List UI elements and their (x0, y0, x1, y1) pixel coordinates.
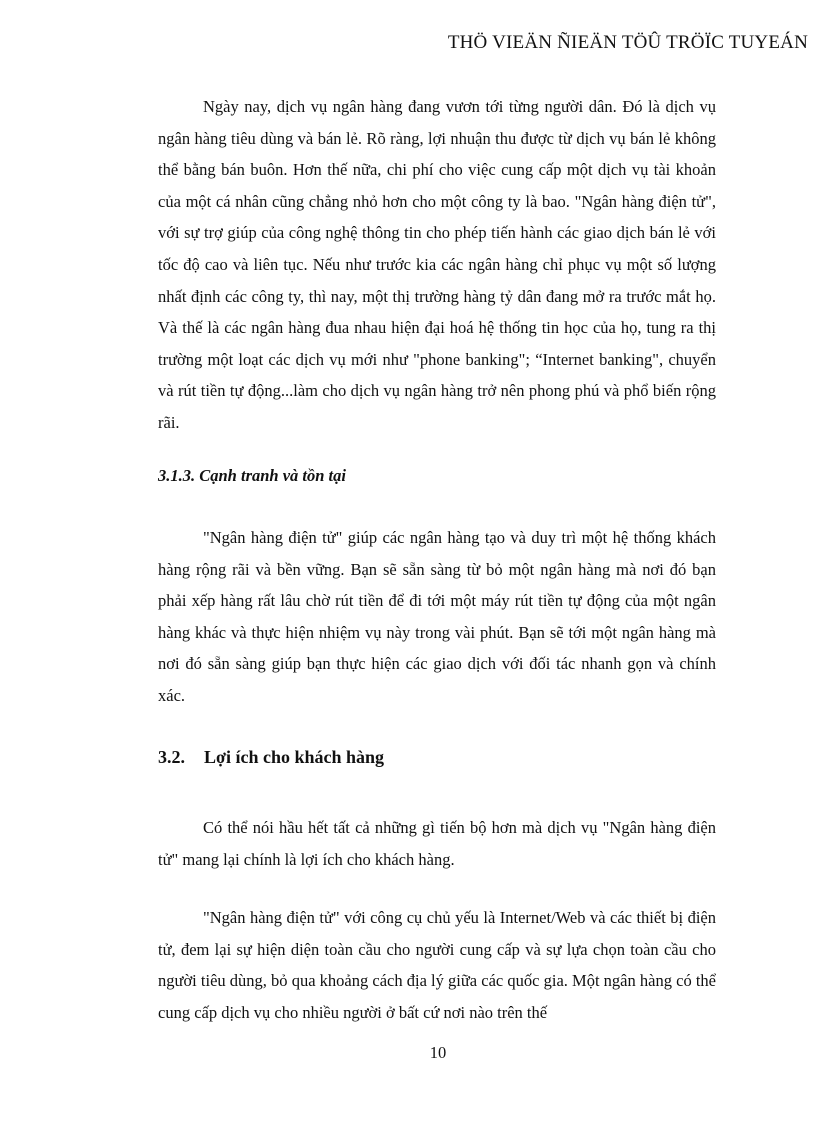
paragraph-text: "Ngân hàng điện tử" với công cụ chủ yếu là Internet/Web và các thiết bị điện tử, đem lại sự hiện diện toàn cầu cho người cung cấp và sự lựa chọn toàn cầu cho người tiêu dùng, bỏ qua khoảng cách địa lý giữa các quốc gia. Một ngân hàng có thể cung cấp dịch vụ cho nhiều người ở bất cứ nơi nào trên thế (158, 908, 716, 1022)
paragraph-customer-benefits (158, 812, 716, 875)
paragraph-text: Ngày nay, dịch vụ ngân hàng đang vươn tới từng người dân. Đó là dịch vụ ngân hàng tiêu dùng và bán lẻ. Rõ ràng, lợi nhuận thu được từ dịch vụ bán lẻ không thể bằng bán buôn. Hơn thế nữa, chi phí cho việc cung cấp một dịch vụ tài khoản của một cá nhân cũng chẳng nhỏ hơn cho một công ty là bao. "Ngân hàng điện tử", với sự trợ giúp của công nghệ thông tin cho phép tiến hành các giao dịch bán lẻ với tốc độ cao và liên tục. Nếu như trước kia các ngân hàng chỉ phục vụ một số lượng nhất định các công ty, thì nay, một thị trường hàng tỷ dân đang mở ra trước mắt họ. Và thế là các ngân hàng đua nhau hiện đại hoá hệ thống tin học của họ, tung ra thị trường một loạt các dịch vụ mới như "phone banking"; “Internet banking", chuyển và rút tiền tự động...làm cho dịch vụ ngân hàng trở nên phong phú và phổ biến rộng rãi. (158, 97, 716, 432)
paragraph-global-presence (158, 902, 716, 1028)
subsection-heading: 3.1.3. Cạnh tranh và tồn tại (158, 466, 346, 485)
running-header: THÖ VIEÄN ÑIEÄN TÖÛ TRÖÏC TUYEÁN (447, 32, 808, 53)
page-number: 10 (429, 1043, 447, 1062)
section-number: 3.2. (158, 747, 185, 767)
paragraph-competition (158, 522, 716, 712)
section-title: Lợi ích cho khách hàng (204, 747, 385, 767)
paragraph-text: "Ngân hàng điện tử" giúp các ngân hàng tạo và duy trì một hệ thống khách hàng rộng rãi và bền vững. Bạn sẽ sẵn sàng từ bỏ một ngân hàng mà nơi đó bạn phải xếp hàng rất lâu chờ rút tiền để đi tới một máy rút tiền tự động của một ngân hàng khác và thực hiện nhiệm vụ này trong vài phút. Bạn sẽ tới một ngân hàng mà nơi đó sẵn sàng giúp bạn thực hiện các giao dịch với đối tác nhanh gọn và chính xác. (158, 528, 716, 705)
section-heading (158, 747, 384, 768)
paragraph-text: Có thể nói hầu hết tất cả những gì tiến bộ hơn mà dịch vụ "Ngân hàng điện tử" mang lại chính là lợi ích cho khách hàng. (158, 818, 716, 869)
paragraph-retail-banking (158, 91, 716, 439)
